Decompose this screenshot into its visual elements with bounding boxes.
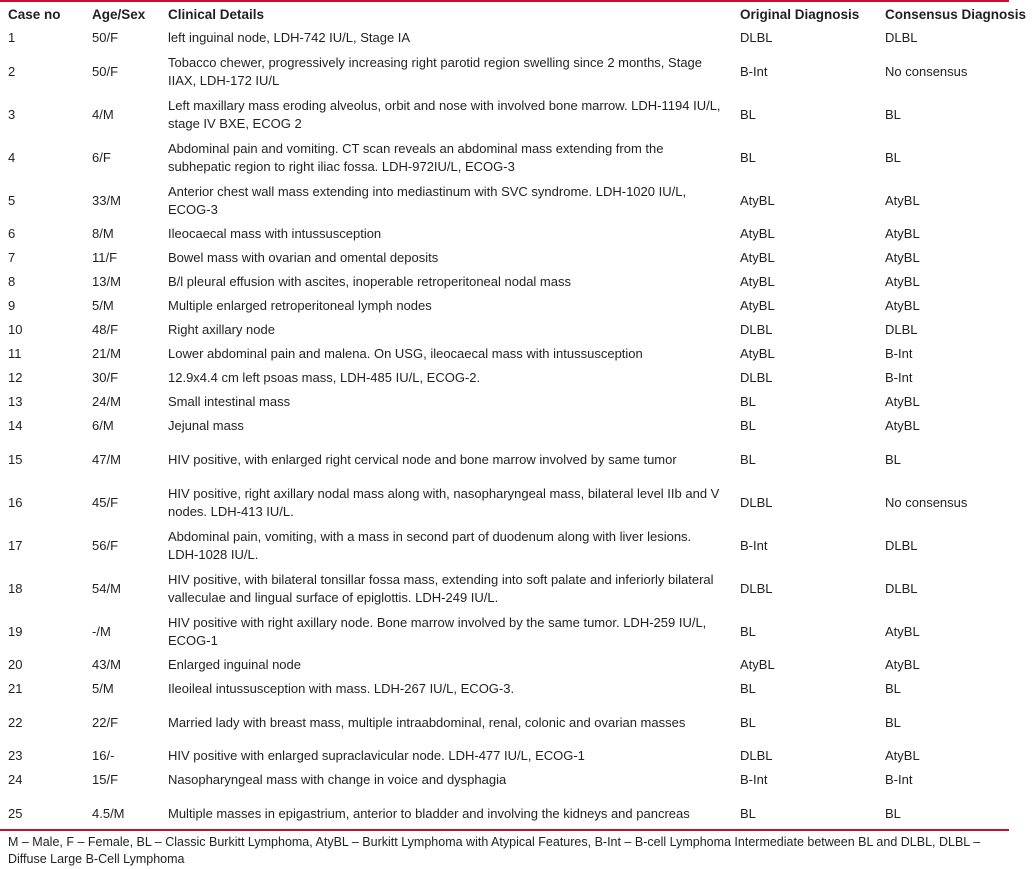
age-sex-cell: -/M [92,623,111,639]
consensus-diagnosis-cell: BL [885,681,901,696]
age-sex-cell: 11/F [92,250,118,265]
age-sex-cell: 15/F [92,772,119,787]
original-diagnosis-cell: BL [740,394,756,409]
consensus-diagnosis-cell: AtyBL [885,192,920,208]
case-no-cell: 1 [8,30,16,45]
original-diagnosis-cell: B-Int [740,63,768,79]
clinical-details-cell: Married lady with breast mass, multiple intraabdominal, renal, colonic and ovarian masses [168,714,686,730]
original-diagnosis-cell: DLBL [740,322,773,337]
table-row [0,481,1033,524]
table-row [0,414,1033,438]
case-table [0,3,1033,835]
clinical-details-cell: Anterior chest wall mass extending into mediastinum with SVC syndrome. LDH-1020 IU/L, ECOG-3 [168,183,687,217]
case-no-cell: 23 [8,748,23,763]
table-row [0,93,1033,136]
age-sex-cell: 5/M [92,681,114,696]
age-sex-cell: 30/F [92,370,119,385]
age-sex-cell: 16/- [92,748,115,763]
consensus-diagnosis-cell: AtyBL [885,274,920,289]
consensus-diagnosis-cell: B-Int [885,346,913,361]
table-row [0,677,1033,701]
case-no-cell: 9 [8,298,16,313]
table-row [0,136,1033,179]
case-no-cell: 13 [8,394,23,409]
clinical-details-cell: HIV positive, right axillary nodal mass along with, nasopharyngeal mass, bilateral level IIb and V nodes. LDH-413 IU/L. [168,485,720,519]
consensus-diagnosis-cell: No consensus [885,63,968,79]
case-no-cell: 4 [8,149,16,165]
clinical-details-cell: Jejunal mass [168,418,244,433]
case-no-cell: 19 [8,623,23,639]
table-row [0,222,1033,246]
age-sex-cell: 24/M [92,394,121,409]
table-row [0,744,1033,768]
table-row [0,653,1033,677]
case-no-cell: 17 [8,537,23,553]
header-case-no: Case no [8,7,61,22]
original-diagnosis-cell: DLBL [740,748,773,763]
age-sex-cell: 6/M [92,418,114,433]
original-diagnosis-cell: BL [740,418,756,433]
case-no-cell: 21 [8,681,23,696]
age-sex-cell: 47/M [92,451,121,467]
table-row [0,50,1033,93]
consensus-diagnosis-cell: AtyBL [885,748,920,763]
age-sex-cell: 45/F [92,494,119,510]
original-diagnosis-cell: BL [740,681,756,696]
consensus-diagnosis-cell: B-Int [885,772,913,787]
case-no-cell: 22 [8,714,23,730]
consensus-diagnosis-cell: No consensus [885,494,968,510]
original-diagnosis-cell: DLBL [740,580,773,596]
age-sex-cell: 22/F [92,714,119,730]
clinical-details-cell: Multiple masses in epigastrium, anterior to bladder and involving the kidneys and pancreas [168,805,690,821]
clinical-details-cell: Abdominal pain and vomiting. CT scan reveals an abdominal mass extending from the subhepatic region to right iliac fossa. LDH-972IU/L, ECOG-3 [168,140,664,174]
original-diagnosis-cell: AtyBL [740,657,775,672]
clinical-details-cell: Lower abdominal pain and malena. On USG, ileocaecal mass with intussusception [168,346,643,361]
clinical-details-cell: Abdominal pain, vomiting, with a mass in second part of duodenum along with liver lesions. LDH-1028 IU/L. [168,528,692,562]
case-no-cell: 5 [8,192,16,208]
table-row [0,246,1033,270]
header-consensus-diagnosis: Consensus Diagnosis [885,7,1027,22]
table-body [0,26,1033,835]
case-no-cell: 11 [8,346,22,361]
table-row [0,524,1033,567]
original-diagnosis-cell: DLBL [740,370,773,385]
clinical-details-cell: Left maxillary mass eroding alveolus, orbit and nose with involved bone marrow. LDH-1194 IU/L, stage IV BXE, ECOG 2 [168,97,721,131]
clinical-details-cell: HIV positive with enlarged supraclavicular node. LDH-477 IU/L, ECOG-1 [168,748,585,763]
table-row [0,270,1033,294]
age-sex-cell: 33/M [92,192,121,208]
age-sex-cell: 50/F [92,63,119,79]
age-sex-cell: 54/M [92,580,121,596]
case-no-cell: 6 [8,226,16,241]
consensus-diagnosis-cell: DLBL [885,580,918,596]
original-diagnosis-cell: B-Int [740,537,768,553]
table-row [0,610,1033,653]
table-row [0,701,1033,744]
age-sex-cell: 8/M [92,226,114,241]
age-sex-cell: 4.5/M [92,805,125,821]
footnote: M – Male, F – Female, BL – Classic Burkitt Lymphoma, AtyBL – Burkitt Lymphoma with Atypical Features, B-Int – B-cell Lymphoma Intermediate between BL and DLBL, DLBL – Diffuse Large B-Cell Lymphoma [8,835,981,866]
original-diagnosis-cell: DLBL [740,30,773,45]
clinical-details-cell: HIV positive, with bilateral tonsillar fossa mass, extending into soft palate and inferiorly bilateral valleculae and lingual surface of epiglottis. LDH-249 IU/L. [168,571,714,605]
case-no-cell: 10 [8,322,23,337]
original-diagnosis-cell: BL [740,149,756,165]
header-row [0,3,1033,26]
bottom-rule [0,829,1009,831]
case-no-cell: 16 [8,494,23,510]
clinical-details-cell: B/l pleural effusion with ascites, inoperable retroperitoneal nodal mass [168,274,571,289]
header-original-diagnosis: Original Diagnosis [740,7,860,22]
original-diagnosis-cell: AtyBL [740,226,775,241]
clinical-details-cell: Enlarged inguinal node [168,657,301,672]
consensus-diagnosis-cell: B-Int [885,370,913,385]
clinical-details-cell: Bowel mass with ovarian and omental deposits [168,250,439,265]
consensus-diagnosis-cell: BL [885,805,901,821]
table-row [0,342,1033,366]
table-row [0,294,1033,318]
age-sex-cell: 4/M [92,106,114,122]
clinical-details-cell: Ileocaecal mass with intussusception [168,226,382,241]
original-diagnosis-cell: B-Int [740,772,768,787]
header-age-sex: Age/Sex [92,7,146,22]
original-diagnosis-cell: AtyBL [740,274,775,289]
consensus-diagnosis-cell: BL [885,106,901,122]
consensus-diagnosis-cell: BL [885,451,901,467]
table-row [0,26,1033,50]
table-row [0,567,1033,610]
age-sex-cell: 6/F [92,149,111,165]
age-sex-cell: 21/M [92,346,121,361]
consensus-diagnosis-cell: AtyBL [885,226,920,241]
clinical-details-cell: left inguinal node, LDH-742 IU/L, Stage IA [168,30,411,45]
table-row [0,438,1033,481]
original-diagnosis-cell: AtyBL [740,192,775,208]
case-no-cell: 7 [8,250,16,265]
case-no-cell: 18 [8,580,23,596]
consensus-diagnosis-cell: BL [885,714,901,730]
original-diagnosis-cell: BL [740,623,756,639]
age-sex-cell: 5/M [92,298,114,313]
case-no-cell: 2 [8,63,16,79]
original-diagnosis-cell: AtyBL [740,346,775,361]
case-no-cell: 15 [8,451,23,467]
header-clinical-details: Clinical Details [168,7,265,22]
consensus-diagnosis-cell: AtyBL [885,298,920,313]
consensus-diagnosis-cell: AtyBL [885,657,920,672]
original-diagnosis-cell: AtyBL [740,250,775,265]
consensus-diagnosis-cell: DLBL [885,322,918,337]
clinical-details-cell: Multiple enlarged retroperitoneal lymph nodes [168,298,432,313]
top-rule [0,0,1009,2]
original-diagnosis-cell: AtyBL [740,298,775,313]
consensus-diagnosis-cell: DLBL [885,537,918,553]
age-sex-cell: 13/M [92,274,121,289]
case-no-cell: 25 [8,805,23,821]
original-diagnosis-cell: BL [740,805,756,821]
original-diagnosis-cell: DLBL [740,494,773,510]
age-sex-cell: 56/F [92,537,119,553]
consensus-diagnosis-cell: BL [885,149,901,165]
clinical-details-cell: Tobacco chewer, progressively increasing right parotid region swelling since 2 months, Stage IIAX, LDH-172 IU/L [168,54,703,88]
clinical-details-cell: Nasopharyngeal mass with change in voice and dysphagia [168,772,507,787]
age-sex-cell: 48/F [92,322,119,337]
clinical-details-cell: HIV positive, with enlarged right cervical node and bone marrow involved by same tumor [168,451,677,467]
age-sex-cell: 43/M [92,657,121,672]
table-row [0,366,1033,390]
clinical-details-cell: Small intestinal mass [168,394,291,409]
original-diagnosis-cell: BL [740,106,756,122]
consensus-diagnosis-cell: AtyBL [885,623,920,639]
case-no-cell: 14 [8,418,23,433]
clinical-details-cell: HIV positive with right axillary node. Bone marrow involved by the same tumor. LDH-259 IU/L, ECOG-1 [168,614,707,648]
consensus-diagnosis-cell: DLBL [885,30,918,45]
case-no-cell: 20 [8,657,23,672]
age-sex-cell: 50/F [92,30,119,45]
case-no-cell: 3 [8,106,16,122]
case-no-cell: 8 [8,274,16,289]
table-row [0,179,1033,222]
consensus-diagnosis-cell: AtyBL [885,394,920,409]
original-diagnosis-cell: BL [740,451,756,467]
clinical-details-cell: 12.9x4.4 cm left psoas mass, LDH-485 IU/L, ECOG-2. [168,370,481,385]
consensus-diagnosis-cell: AtyBL [885,418,920,433]
table-row [0,390,1033,414]
case-no-cell: 24 [8,772,23,787]
case-no-cell: 12 [8,370,23,385]
original-diagnosis-cell: BL [740,714,756,730]
consensus-diagnosis-cell: AtyBL [885,250,920,265]
table-row [0,318,1033,342]
clinical-details-cell: Right axillary node [168,322,275,337]
clinical-details-cell: Ileoileal intussusception with mass. LDH-267 IU/L, ECOG-3. [168,681,515,696]
table-row [0,768,1033,792]
